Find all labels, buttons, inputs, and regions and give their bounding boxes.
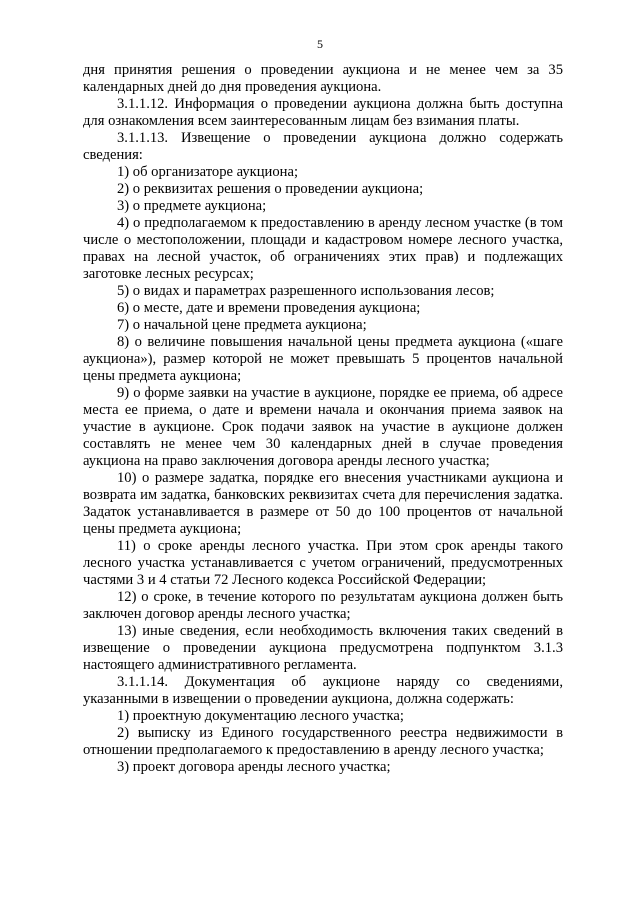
list-item-5: 5) о видах и параметрах разрешенного использования лесов; xyxy=(117,283,495,299)
list-item-9: 9) о форме заявки на участие в аукционе, порядке ее приема, об адресе места ее приема, о дате и времени начала и окончания приема заявок на участие в аукционе. Срок подачи заявок на участие в аукционе должен составлять не менее чем 30 календарных дней в случае проведения аукциона на право заключения договора аренды лесного участка; xyxy=(83,385,563,469)
doc-list-item-1: 1) проектную документацию лесного участка; xyxy=(117,708,404,724)
paragraph-continuation: дня принятия решения о проведении аукциона и не менее чем за 35 календарных дней до дня проведения аукциона. xyxy=(83,62,563,95)
list-item-6: 6) о месте, дате и времени проведения аукциона; xyxy=(117,300,421,316)
list-item-12: 12) о сроке, в течение которого по результатам аукциона должен быть заключен договор аренды лесного участка; xyxy=(83,589,563,622)
list-item-8: 8) о величине повышения начальной цены предмета аукциона («шаге аукциона»), размер которой не может превышать 5 процентов начальной цены предмета аукциона; xyxy=(83,334,563,384)
paragraph-3-1-1-14: 3.1.1.14. Документация об аукционе наряду со сведениями, указанными в извещении о проведении аукциона, должна содержать: xyxy=(83,674,563,707)
list-item-13: 13) иные сведения, если необходимость включения таких сведений в извещение о проведении аукциона предусмотрена подпунктом 3.1.3 настоящего административного регламента. xyxy=(83,623,563,673)
list-item-7: 7) о начальной цене предмета аукциона; xyxy=(117,317,367,333)
list-item-11: 11) о сроке аренды лесного участка. При этом срок аренды такого лесного участка устанавливается с учетом ограничений, предусмотренных частями 3 и 4 статьи 72 Лесного кодекса Российской Федерации; xyxy=(83,538,563,588)
list-item-3: 3) о предмете аукциона; xyxy=(117,198,267,214)
list-item-10: 10) о размере задатка, порядке его внесения участниками аукциона и возврата им задатка, банковских реквизитах счета для перечисления задатка. Задаток устанавливается в размере от 50 до 100 процентов от начальной цены предмета аукциона; xyxy=(83,470,563,537)
list-item-2: 2) о реквизитах решения о проведении аукциона; xyxy=(117,181,424,197)
list-item-1: 1) об организаторе аукциона; xyxy=(117,164,299,180)
paragraph-3-1-1-13: 3.1.1.13. Извещение о проведении аукциона должно содержать сведения: xyxy=(83,130,563,163)
paragraph-3-1-1-12: 3.1.1.12. Информация о проведении аукциона должна быть доступна для ознакомления всем заинтересованным лицам без взимания платы. xyxy=(83,96,563,129)
list-item-4: 4) о предполагаемом к предоставлению в аренду лесном участке (в том числе о местоположении, площади и кадастровом номере лесного участка, правах на лесной участок, об ограничениях этих прав) и подлежащих заготовке лесных ресурсах; xyxy=(83,215,563,282)
doc-list-item-2: 2) выписку из Единого государственного реестра недвижимости в отношении предполагаемого к предоставлению в аренду лесного участка; xyxy=(83,725,563,758)
page-number: 5 xyxy=(317,37,323,51)
document-body xyxy=(83,62,563,776)
doc-list-item-3: 3) проект договора аренды лесного участка; xyxy=(117,759,391,775)
